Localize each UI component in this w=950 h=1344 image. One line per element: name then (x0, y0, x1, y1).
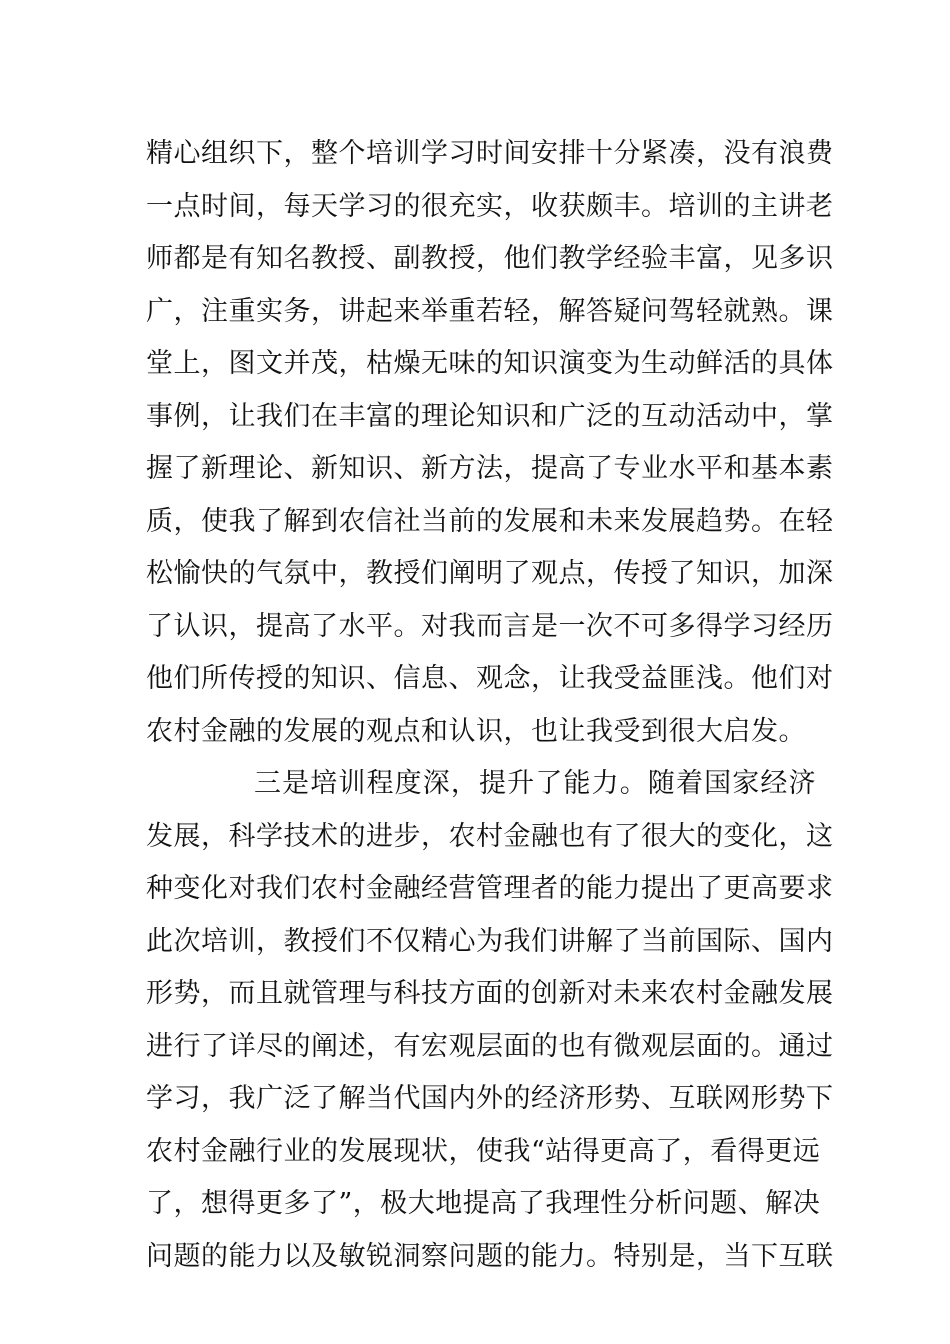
text-line: 质，使我了解到农信社当前的发展和未来发展趋势。在轻 (146, 505, 834, 537)
text-line: 一点时间，每天学习的很充实，收获颇丰。培训的主讲老 (146, 190, 834, 222)
text-line: 他们所传授的知识、信息、观念，让我受益匪浅。他们对 (146, 663, 834, 694)
text-line: 师都是有知名教授、副教授，他们教学经验丰富，见多识 (146, 243, 834, 274)
text-line: 广，注重实务，讲起来举重若轻，解答疑问驾轻就熟。课 (146, 295, 834, 327)
text-line: 了认识，提高了水平。对我而言是一次不可多得学习经历 (146, 610, 834, 642)
text-line: 形势，而且就管理与科技方面的创新对未来农村金融发展 (146, 978, 834, 1009)
text-line: 发展，科学技术的进步，农村金融也有了很大的变化，这 (146, 820, 834, 852)
text-line: 学习，我广泛了解当代国内外的经济形势、互联网形势下 (146, 1083, 834, 1114)
text-line: 农村金融行业的发展现状，使我“站得更高了，看得更远 (146, 1135, 821, 1167)
text-line: 了，想得更多了”，极大地提高了我理性分析问题、解决 (146, 1188, 821, 1219)
text-line: 此次培训，教授们不仅精心为我们讲解了当前国际、国内 (146, 925, 834, 957)
paragraph-2 (146, 758, 834, 1283)
text-line: 松愉快的气氛中，教授们阐明了观点，传授了知识，加深 (146, 558, 834, 589)
text-line: 精心组织下，整个培训学习时间安排十分紧凑，没有浪费 (146, 138, 834, 169)
text-line: 事例，让我们在丰富的理论知识和广泛的互动活动中，掌 (146, 400, 834, 432)
text-line: 问题的能力以及敏锐洞察问题的能力。特别是，当下互联 (146, 1240, 834, 1272)
text-line: 进行了详尽的阐述，有宏观层面的也有微观层面的。通过 (146, 1030, 834, 1062)
paragraph-1 (146, 128, 834, 758)
text-line: 堂上，图文并茂，枯燥无味的知识演变为生动鲜活的具体 (146, 348, 834, 379)
document-body (146, 128, 834, 1283)
text-line: 农村金融的发展的观点和认识，也让我受到很大启发。 (146, 715, 806, 747)
text-line: 三是培训程度深，提升了能力。随着国家经济 (254, 768, 816, 799)
text-line: 种变化对我们农村金融经营管理者的能力提出了更高要求 (146, 873, 834, 904)
text-line: 握了新理论、新知识、新方法，提高了专业水平和基本素 (146, 453, 834, 484)
